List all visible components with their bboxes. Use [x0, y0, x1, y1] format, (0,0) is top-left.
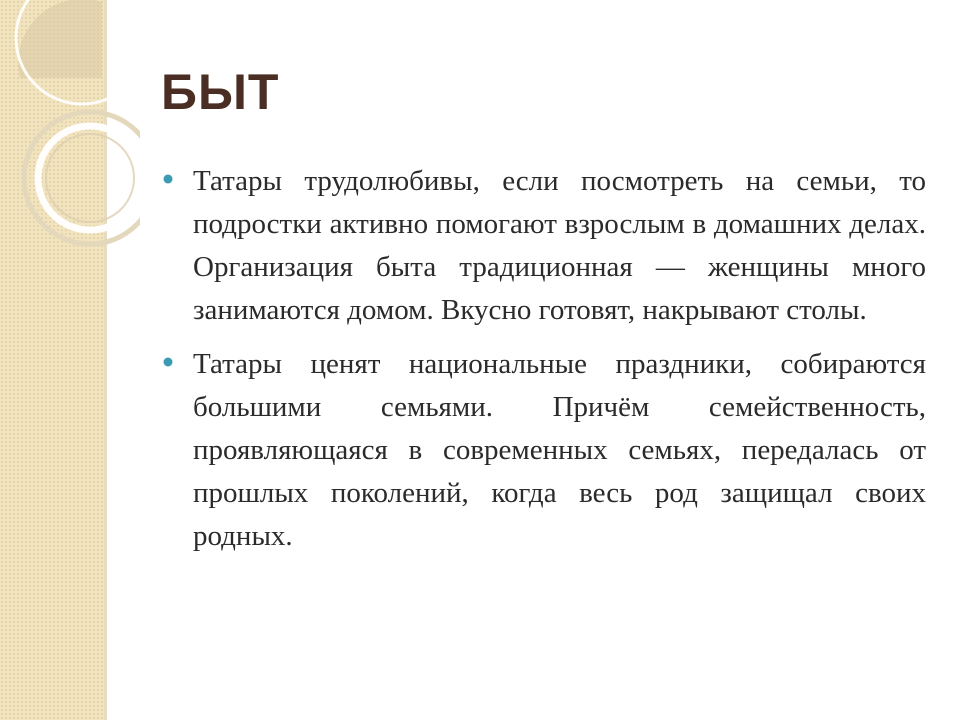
bullet-item	[162, 343, 926, 558]
bullet-text: Татары ценят национальные праздники, собираются большими семьями. Причём семейственность, проявляющаяся в современных семьях, передалась от прошлых поколений, когда весь род защищал своих родных.	[193, 348, 926, 552]
bullet-dot-icon	[162, 173, 174, 185]
side-panel-divider	[104, 0, 107, 720]
bullet-dot-icon	[162, 356, 174, 368]
bullet-list	[162, 160, 926, 569]
bullet-item	[162, 160, 926, 332]
bullet-text: Татары трудолюбивы, если посмотреть на семьи, то подростки активно помогают взрослым в домашних делах. Организация быта традиционная — женщины много занимаются домом. Вкусно готовят, накрывают столы.	[193, 165, 926, 326]
slide-title: БЫТ	[161, 64, 280, 120]
decorative-side-panel	[0, 0, 104, 720]
